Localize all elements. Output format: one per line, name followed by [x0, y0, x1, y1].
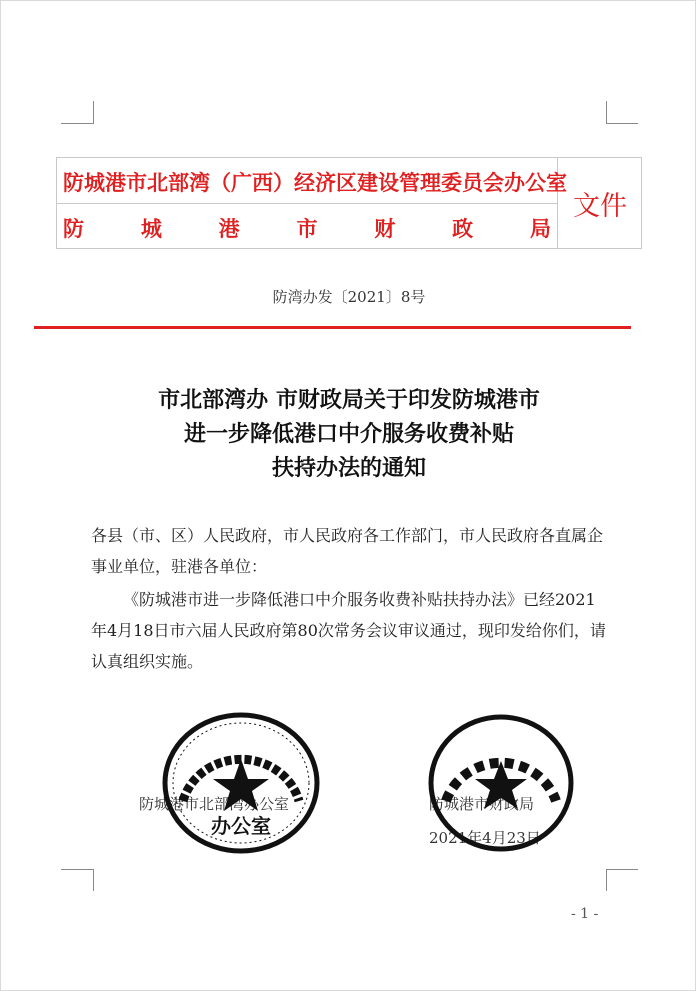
issuer-name-1: 防城港市北部湾（广西）经济区建设管理委员会办公室: [63, 171, 567, 195]
document-title: [1, 384, 696, 486]
content-paragraph: 《防城港市进一步降低港口中介服务收费补贴扶持办法》已经2021年4月18日市六届人民政府第80次常务会议审议通过，现印发给你们，请认真组织实施。: [91, 590, 606, 671]
issuer-row-1: [57, 158, 567, 204]
svg-text:办公室: 办公室: [211, 814, 271, 838]
issuer-2-char: 政: [452, 217, 474, 241]
issuer-2-char: 港: [218, 217, 240, 241]
right-official-seal-icon: [426, 713, 576, 853]
issuer-2-char: 财: [374, 217, 396, 241]
red-divider: [34, 326, 631, 329]
document-number: 防湾办发〔2021〕8号: [272, 288, 426, 306]
issuer-2-char: 城: [140, 217, 162, 241]
issuer-2-char: 局: [529, 217, 551, 241]
issuer-row-2: [57, 204, 558, 249]
right-signature-org: 防城港市财政局: [429, 795, 535, 813]
title-line-2: 进一步降低港口中介服务收费补贴: [183, 422, 514, 447]
recipients-paragraph: 各县（市、区）人民政府，市人民政府各工作部门，市人民政府各直属企事业单位，驻港各单位：: [91, 526, 604, 576]
issuer-2-char: 市: [296, 217, 318, 241]
issuer-2-char: 防: [63, 217, 84, 241]
document-label: 文件: [573, 190, 627, 222]
title-line-3: 扶持办法的通知: [271, 456, 426, 481]
left-official-seal-icon: [161, 711, 321, 856]
page-number: - 1 -: [571, 906, 599, 922]
issuer-header: [56, 157, 642, 249]
left-signature-org: 防城港市北部湾办公室: [139, 795, 290, 813]
signature-date: 2021年4月23日: [429, 829, 541, 847]
title-line-1: 市北部湾办 市财政局关于印发防城港市: [158, 388, 540, 413]
issuer-name-2: [63, 213, 551, 243]
